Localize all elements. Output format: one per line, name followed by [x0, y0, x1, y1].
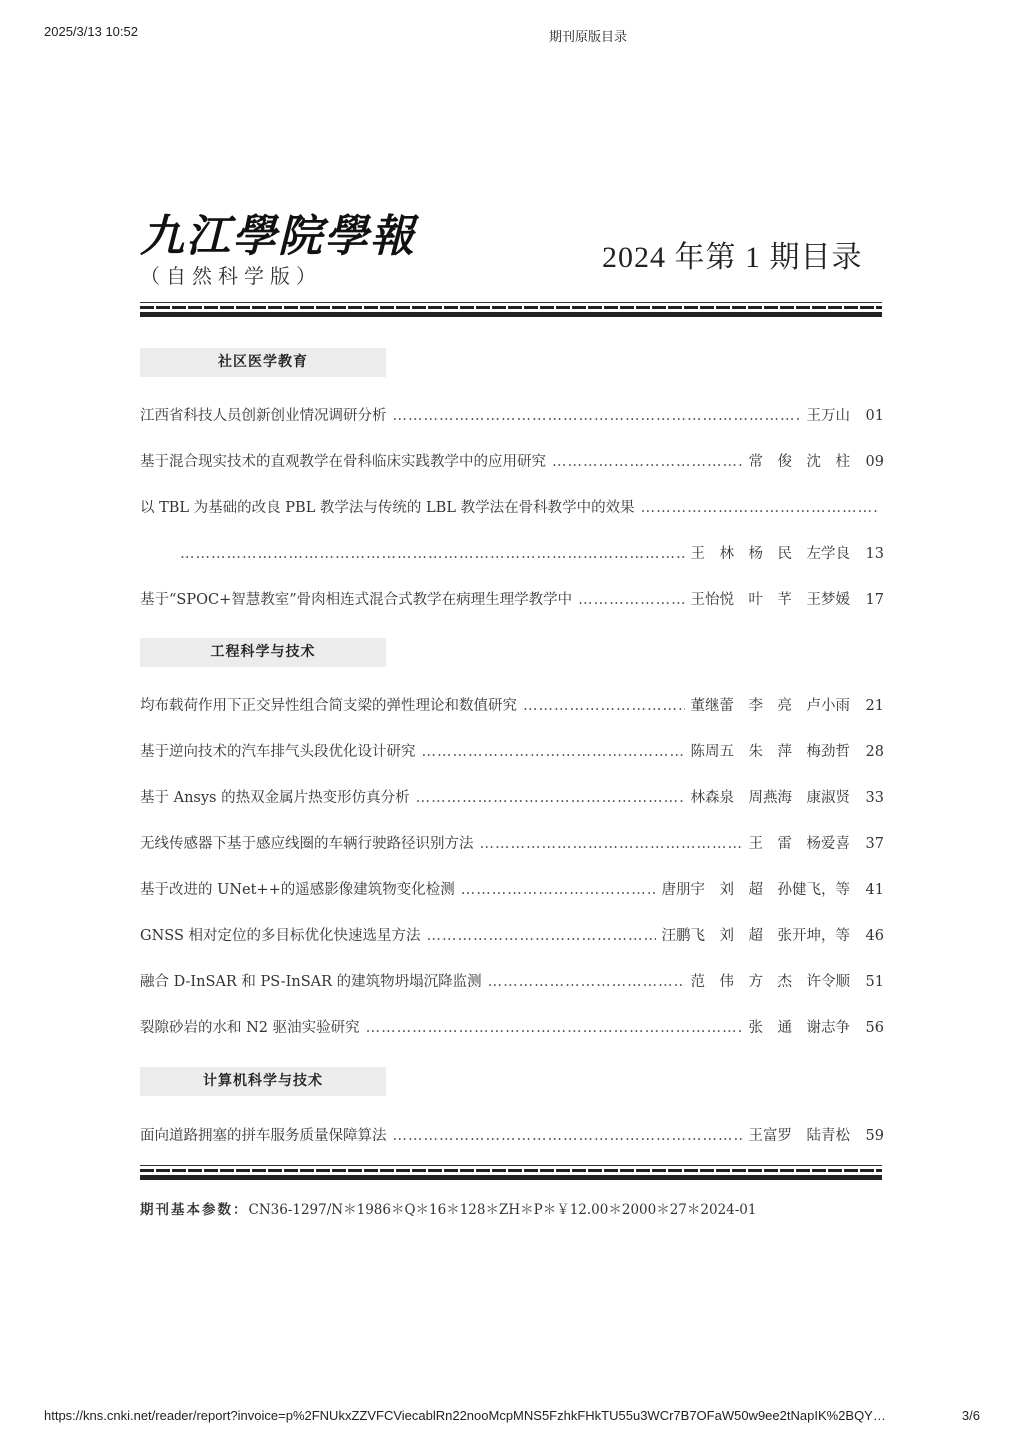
- params-value: CN36-1297/N＊1986＊Q＊16＊128＊ZH＊P＊￥12.00＊2000＊27＊2024-01: [248, 1202, 757, 1218]
- entry-title: 基于混合现实技术的直观教学在骨科临床实践教学中的应用研究: [140, 454, 546, 470]
- entry-authors: 王富罗 陆青松: [748, 1128, 850, 1144]
- leader-dots: [641, 500, 878, 516]
- entry-authors: 常 俊 沈 柱: [748, 454, 850, 470]
- entry-authors: 张 通 谢志争: [748, 1020, 850, 1036]
- toc-entry[interactable]: [140, 924, 884, 946]
- leader-dots: [416, 790, 685, 806]
- page-number: 3/6: [961, 1408, 980, 1423]
- entry-page: 28: [865, 744, 884, 760]
- entry-page: 46: [865, 928, 884, 944]
- leader-dots: [523, 698, 685, 714]
- toc-entry[interactable]: [140, 694, 884, 716]
- print-header: [0, 24, 1024, 44]
- entry-title: 基于“SPOC+智慧教室”骨肉相连式混合式教学在病理生理学教学中: [140, 592, 573, 608]
- entry-authors: 王 雷 杨爱喜: [748, 836, 850, 852]
- entry-title: 裂隙砂岩的水和 N2 驱油实验研究: [140, 1020, 360, 1036]
- leader-dots: [393, 408, 801, 424]
- leader-dots: [480, 836, 743, 852]
- toc-entry[interactable]: [140, 496, 884, 518]
- entry-title: 融合 D-InSAR 和 PS-InSAR 的建筑物坍塌沉降监测: [140, 974, 482, 990]
- section-header-community-medical: 社区医学教育: [140, 348, 386, 377]
- journal-subtitle: （自然科学版）: [140, 264, 322, 288]
- entry-authors: 范 伟 方 杰 许令顺: [690, 974, 850, 990]
- entry-title: 面向道路拥塞的拼车服务质量保障算法: [140, 1128, 387, 1144]
- entry-authors: 唐朋宇 刘 超 孙健飞，等: [661, 882, 850, 898]
- entry-title: 以 TBL 为基础的改良 PBL 教学法与传统的 LBL 教学法在骨科教学中的效果: [140, 500, 635, 516]
- leader-dots: [180, 546, 685, 562]
- entry-title: 均布载荷作用下正交异性组合简支梁的弹性理论和数值研究: [140, 698, 517, 714]
- entry-page: 56: [865, 1020, 884, 1036]
- entry-authors: 汪鹏飞 刘 超 张开坤，等: [661, 928, 850, 944]
- page-url: https://kns.cnki.net/reader/report?invoice=p%2FNUkxZZVFCViecablRn22nooMcpMNS5FzhkFHkTU55u3WCr7B7OFaW50w9ee2tNapIK%2BQY…: [44, 1408, 886, 1423]
- entry-page: 51: [865, 974, 884, 990]
- entry-page: 59: [865, 1128, 884, 1144]
- toc-entry[interactable]: [140, 878, 884, 900]
- leader-dots: [461, 882, 656, 898]
- entry-page: 21: [865, 698, 884, 714]
- journal-params: [140, 1198, 756, 1218]
- leader-dots: [427, 928, 656, 944]
- section-header-computer-science: 计算机科学与技术: [140, 1067, 386, 1096]
- leader-dots: [366, 1020, 743, 1036]
- entry-title: 无线传感器下基于感应线圈的车辆行驶路径识别方法: [140, 836, 474, 852]
- entry-page: 13: [865, 546, 884, 562]
- leader-dots: [393, 1128, 743, 1144]
- print-datetime: 2025/3/13 10:52: [44, 24, 138, 39]
- entry-page: 37: [865, 836, 884, 852]
- entry-title: 江西省科技人员创新创业情况调研分析: [140, 408, 387, 424]
- bottom-rule: [140, 1165, 882, 1180]
- toc-entry-continuation[interactable]: [180, 542, 884, 564]
- toc-entry[interactable]: [140, 740, 884, 762]
- entry-page: 33: [865, 790, 884, 806]
- entry-authors: 陈周五 朱 萍 梅劲哲: [690, 744, 850, 760]
- top-rule: [140, 302, 882, 317]
- toc-entry[interactable]: [140, 970, 884, 992]
- entry-authors: 王万山: [806, 408, 850, 424]
- entry-authors: 董继蕾 李 亮 卢小雨: [690, 698, 850, 714]
- toc-entry[interactable]: [140, 786, 884, 808]
- toc-entry[interactable]: [140, 404, 884, 426]
- entry-authors: 林森泉 周燕海 康淑贤: [690, 790, 850, 806]
- leader-dots: [422, 744, 685, 760]
- print-title: 期刊原版目录: [548, 29, 627, 44]
- toc-entry[interactable]: [140, 588, 884, 610]
- entry-title: GNSS 相对定位的多目标优化快速选星方法: [140, 928, 421, 944]
- leader-dots: [488, 974, 685, 990]
- issue-title: 2024 年第 1 期目录: [602, 241, 863, 274]
- leader-dots: [578, 592, 684, 608]
- entry-authors: 王怡悦 叶 芊 王梦媛: [690, 592, 850, 608]
- params-label: 期刊基本参数：: [140, 1202, 249, 1218]
- entry-title: 基于逆向技术的汽车排气头段优化设计研究: [140, 744, 416, 760]
- toc-entry[interactable]: [140, 1016, 884, 1038]
- section-header-engineering: 工程科学与技术: [140, 638, 386, 667]
- entry-title: 基于 Ansys 的热双金属片热变形仿真分析: [140, 790, 410, 806]
- toc-entry[interactable]: [140, 832, 884, 854]
- entry-title: 基于改进的 UNet++的遥感影像建筑物变化检测: [140, 882, 455, 898]
- entry-authors: 王 林 杨 民 左学良: [690, 546, 850, 562]
- journal-name: 九江學院學報: [140, 211, 416, 262]
- entry-page: 41: [865, 882, 884, 898]
- entry-page: 09: [865, 454, 884, 470]
- toc-entry[interactable]: [140, 1124, 884, 1146]
- entry-page: 01: [865, 408, 884, 424]
- print-footer: [0, 1408, 1024, 1428]
- leader-dots: [552, 454, 743, 470]
- entry-page: 17: [865, 592, 884, 608]
- toc-entry[interactable]: [140, 450, 884, 472]
